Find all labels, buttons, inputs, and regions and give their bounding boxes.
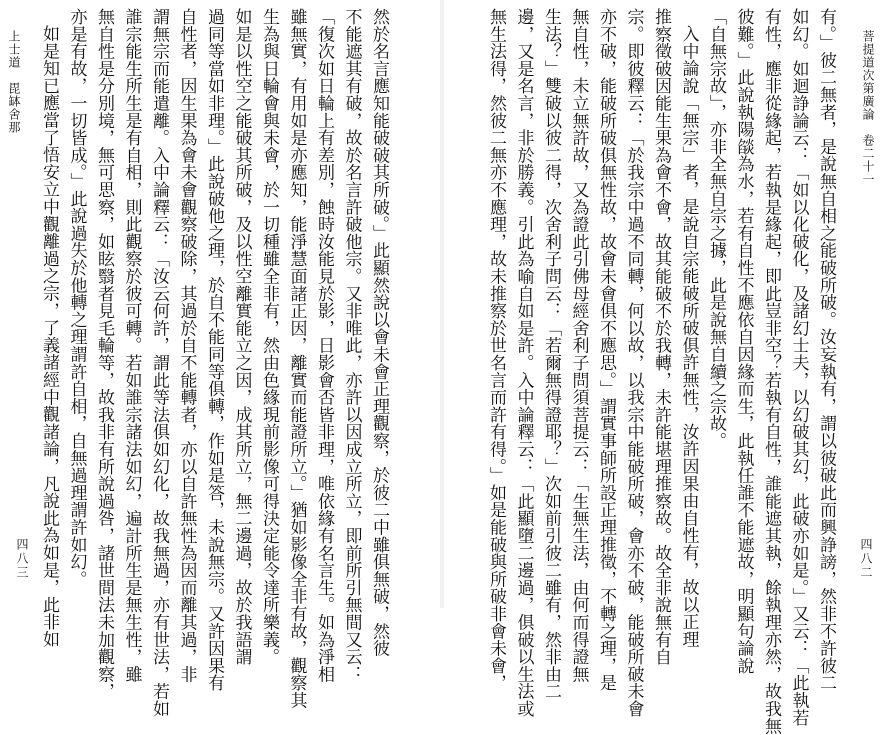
text-line: 如是以性空之能破其所破，及以性空離實能立之因，成其所立，無二邊過，故於我語謂: [231, 8, 252, 666]
left-page: [0, 0, 440, 718]
text-line: 無自性是分別境，無可思察，如眩翳者見毛輪等，故我非有所說過咎，諸世間法未加觀察，: [94, 8, 114, 700]
text-line: 然於名言應知能破破其所破。」此顯然說以會未會正理觀察，於彼二中雖俱無破，然彼: [369, 8, 389, 657]
text-line: 誰宗能生所生是有自相，則此觀察於彼可轉。若如誰宗諸法如幻，遍計所生是無生性，雖: [121, 8, 142, 683]
text-line: 有。」彼二無者，是說無自相之能破所破。汝妄執有，謂以彼破此而興諍謗，然非不許彼二: [816, 8, 836, 692]
text-line: 推察徵破因能生果為會不會，故其能破不於我轉，未許能堪理推察故。故全非說無有自: [651, 8, 671, 666]
left-running-title: 上士道 毘缽舍那: [7, 30, 21, 134]
right-text-block: [482, 8, 840, 735]
text-line: 不能遮其有破，故於名言許破他宗。又非唯此，亦許以因成立所立，即前所引無間又云：: [341, 8, 362, 683]
text-line: 無生法得，然彼二無亦不應理，故未推察於世名言而許有得。」如是能破與所破非會未會，: [486, 8, 506, 692]
right-page: [444, 0, 885, 735]
text-line: 「自無宗故」，亦非全無自宗之據，此是說無自續之宗故。: [706, 8, 726, 450]
text-line: 亦不破，能破所破俱無性故，故會未會俱不應思。」謂實事師所設正理推徵，不轉之理，是: [596, 8, 616, 692]
right-page-number: 四八二: [859, 538, 873, 580]
text-line: 雖無實，有用如是亦應知，能淨慧面諸正因，離實而能證所立。」猶如影像全非有故，觀察其: [286, 8, 307, 709]
text-line: 生法？」雙破以彼二得，次舍利子問云：「若爾無得證耶？」次如前引彼二雖有，然非由二: [541, 8, 561, 700]
text-line: 如幻。如迴諍論云：「如以化破化，及諸幻士夫，以幻破其幻，此破亦如是。」又云：「此執若: [788, 8, 809, 727]
text-line: 自性者，因生果為會未會觀察破除，其過於自不能轉者，亦以自許無性為因而離其過，非: [176, 8, 197, 683]
text-line: 彼難。」此說執陽燄為水，若有自性不應依自因緣而生，此執任誰不能遮故，明顯句論說: [733, 8, 754, 675]
text-line: 生為與日輪會與未會，於一切種雖全非有，然由色緣現前影像可得決定能令達所樂義。: [259, 8, 279, 666]
left-page-number: 四八三: [15, 538, 29, 580]
text-line: 宗。即彼釋云：「於我宗中過不同轉，何以故，以我宗中能破所破，會亦不破，能破所破未會: [623, 8, 644, 718]
text-line: 「復次如日輪上有差別，蝕時汝能見於影，日影會否皆非理，唯依緣有名言生。如為淨相: [314, 8, 334, 683]
text-line: 如是知已應當了悟安立中觀離過之宗，了義諸經中觀諸論，凡說此為如是，此非如: [39, 25, 59, 648]
text-line: 過同等當如非理。」此說破他之理，於自不能同等俱轉，作如是答，未說無宗。又許因果有: [204, 8, 224, 692]
text-line: 邊，又是名言，非於勝義。引此為喻自如是許。入中論釋云：「此顯墮二邊過，俱破以生法或: [513, 8, 534, 718]
text-line: 入中論說「無宗」者，是說自宗能破所破俱許無性，汝許因果由自性有，故以正理: [678, 25, 699, 648]
text-line: 謂無宗而能遣離。入中論釋云：「汝云何許，謂此等法俱如幻化，故我無過，亦有世法，若如: [149, 8, 169, 718]
left-text-block: [35, 8, 393, 718]
text-line: 無自性，未立無許故，又為證此引佛母經舍利子問須菩提云：「生無生法，由何而得證無: [568, 8, 589, 683]
right-running-title: 菩提道次第廣論 卷二十一: [861, 30, 875, 186]
text-line: 有性，應非從緣起，若執是緣起，即此豈非空？若執有自性，誰能遮其執，餘執理亦然，故我無: [761, 8, 781, 735]
text-line: 亦是有故，一切皆成。」此說過失於他轉之理謂許自相，自無過理謂許如幻。: [66, 8, 87, 588]
